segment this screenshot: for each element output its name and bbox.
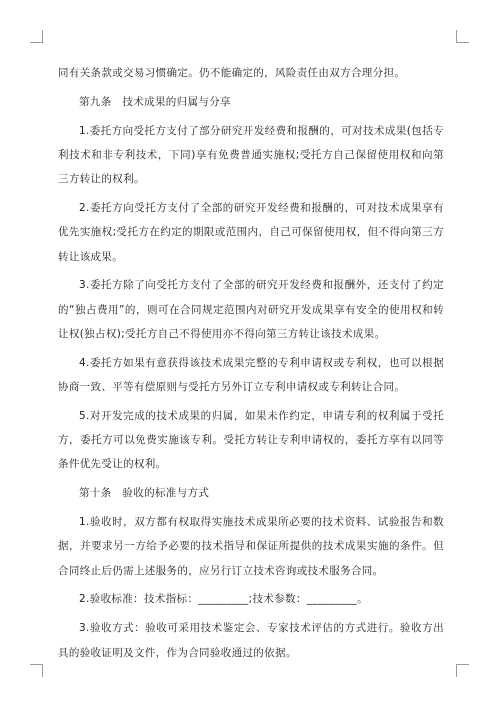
paragraph-10-3: 3.验收方式：验收可采用技术鉴定会、专家技术评估的方式进行。验收方出具的验收证明及文件，作为合同验收通过的依据。 <box>58 622 444 659</box>
paragraph-9-3: 3.委托方除了向受托方支付了全部的研究开发经费和报酬外，还支付了约定的“独占费用”的，则可在合同规定范围内对研究开发成果享有安全的使用权和转让权(独占权);受托方自己不得使用亦不得向第三方转让该技术成果。 <box>58 279 444 340</box>
paragraph-9-1: 1.委托方向受托方支付了部分研究开发经费和报酬的，可对技术成果(包括专利技术和非专利技术，下同)享有免费普通实施权;受托方自己保留使用权和向第三方转让的权利。 <box>58 124 444 186</box>
paragraph-continuation: 同有关条款或交易习惯确定。仍不能确定的，风险责任由双方合理分担。 <box>58 67 406 79</box>
crop-mark-top-right <box>456 30 469 43</box>
section-heading-article-9: 第九条 技术成果的归属与分享 <box>79 95 231 108</box>
document-body <box>58 61 444 669</box>
crop-mark-bottom-left <box>30 664 43 677</box>
paragraph-9-5: 5.对开发完成的技术成果的归属，如果未作约定，申请专利的权利属于受托方，委托方可以免费实施该专利。受托方转让专利申请权的，委托方享有以同等条件优先受让的权利。 <box>58 409 444 471</box>
paragraph-9-4: 4.委托方如果有意获得该技术成果完整的专利申请权或专利权，也可以根据协商一致、平等有偿原则与受托方另外订立专利申请权或专利转让合同。 <box>58 356 444 394</box>
crop-mark-bottom-right <box>456 664 469 677</box>
paragraph-10-2: 2.验收标准：技术指标：_________;技术参数：_________。 <box>79 593 369 606</box>
section-heading-article-10: 第十条 验收的标准与方式 <box>79 487 210 500</box>
paragraph-9-2: 2.委托方向受托方支付了全部的研究开发经费和报酬的，可对技术成果享有优先实施权;受托方在约定的期限或范围内，自己可保留使用权，但不得向第三方转让该成果。 <box>58 201 444 263</box>
paragraph-10-1: 1.验收时，双方都有权取得实施技术成果所必要的技术资料、试验报告和数据，并要求另一方给予必要的技术指导和保证所提供的技术成果实施的条件。但合同终止后仍需上述服务的，应另行订立技术咨询或技术服务合同。 <box>58 516 444 577</box>
crop-mark-top-left <box>30 30 43 43</box>
